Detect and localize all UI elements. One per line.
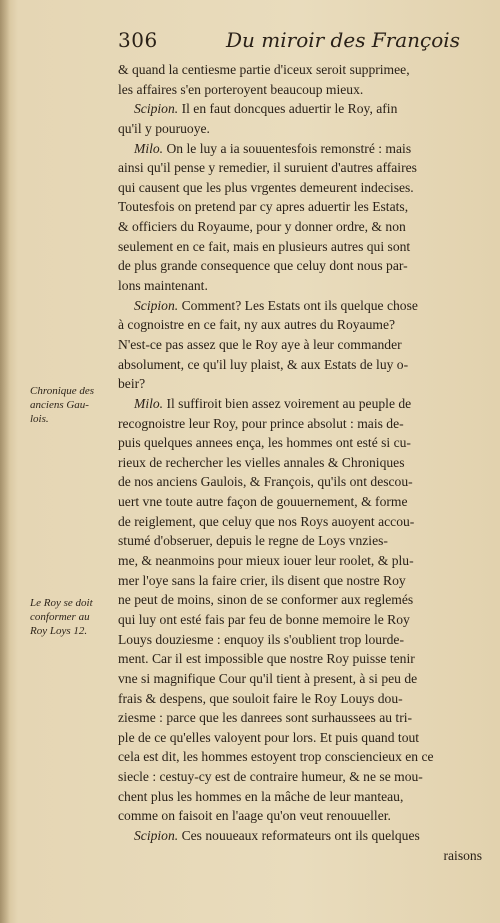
line-text: mer l'oye sans la faire crier, ils disent que nostre Roy xyxy=(118,572,406,588)
text-line xyxy=(118,60,486,80)
text-line xyxy=(118,119,486,139)
text-line xyxy=(118,374,486,394)
line-text: puis quelques annees ença, les hommes ont esté si cu- xyxy=(118,435,411,451)
text-line xyxy=(118,767,486,787)
line-text: raisons xyxy=(443,847,482,863)
text-line xyxy=(118,394,486,414)
line-text: Toutesfois on pretend par cy apres aduertir les Estats, xyxy=(118,199,409,215)
text-line xyxy=(118,99,486,119)
line-text: comme on faisoit en l'aage qu'on veut renouueller. xyxy=(118,808,391,824)
text-line xyxy=(118,453,486,473)
margin-note-line: anciens Gau- xyxy=(30,399,89,411)
line-text: les affaires s'en porteroyent beaucoup mieux. xyxy=(118,81,364,97)
line-text: me, & neanmoins pour mieux iouer leur roolet, & plu- xyxy=(118,553,414,569)
line-text: cela est dit, les hommes estoyent trop consciencieux en ce xyxy=(118,749,434,765)
margin-note-chronique xyxy=(30,384,114,426)
text-line xyxy=(118,728,486,748)
line-text: Ces nouueaux reformateurs ont ils quelques xyxy=(178,827,420,843)
text-line xyxy=(118,512,486,532)
line-text: siecle : cestuy-cy est de contraire humeur, & ne se mou- xyxy=(118,769,423,785)
line-text: de nos anciens Gaulois, & François, qu'ils ont descou- xyxy=(118,474,413,490)
line-text: ainsi qu'il pense y remedier, il suruient d'autres affaires xyxy=(118,160,417,176)
margin-note-line: lois. xyxy=(30,413,49,425)
line-text: absolument, ce qu'il luy plaist, & aux Estats de luy o- xyxy=(118,356,409,372)
text-line xyxy=(118,197,486,217)
line-text: qu'il y pouruoye. xyxy=(118,120,210,136)
line-text: lons maintenant. xyxy=(118,278,208,294)
line-text: qui causent que les plus vrgentes demeurent indecises. xyxy=(118,179,414,195)
text-line xyxy=(118,433,486,453)
line-text: On le luy a ia souuentesfois remonstré : mais xyxy=(163,140,412,156)
line-text: ment. Car il est impossible que nostre Roy puisse tenir xyxy=(118,651,415,667)
text-line xyxy=(118,296,486,316)
text-line xyxy=(118,846,486,866)
text-line xyxy=(118,787,486,807)
margin-note-line: Chronique des xyxy=(30,385,95,397)
text-line xyxy=(118,571,486,591)
text-line xyxy=(118,315,486,335)
margin-note-line: Le Roy se doit xyxy=(30,597,93,609)
line-text: Il en faut doncques aduertir le Roy, afin xyxy=(178,101,398,117)
text-line xyxy=(118,414,486,434)
speaker-name: Scipion. xyxy=(134,101,179,117)
line-text: recognoistre leur Roy, pour prince absolut : mais de- xyxy=(118,415,404,431)
page-number: 306 xyxy=(118,28,158,52)
text-line xyxy=(118,630,486,650)
margin-note-line: conformer au xyxy=(30,611,90,623)
line-text: ne peut de moins, sinon de se conformer aux reglemés xyxy=(118,592,414,608)
text-line xyxy=(118,826,486,846)
text-line xyxy=(118,335,486,355)
body-text xyxy=(118,60,486,865)
line-text: ple de ce qu'elles valoyent pour lors. Et puis quand tout xyxy=(118,729,420,745)
line-text: ziesme : parce que les danrees sont surhaussees au tri- xyxy=(118,710,413,726)
line-text: rieux de rechercher les vielles annales & Chroniques xyxy=(118,454,405,470)
text-line xyxy=(118,256,486,276)
text-line xyxy=(118,355,486,375)
margin-note-line: Roy Loys 12. xyxy=(30,625,88,637)
text-line xyxy=(118,649,486,669)
text-line xyxy=(118,237,486,257)
text-line xyxy=(118,80,486,100)
text-line xyxy=(118,276,486,296)
line-text: stumé d'obseruer, depuis le regne de Loys vnzies- xyxy=(118,533,388,549)
line-text: uert vne toute autre façon de gouuernement, & forme xyxy=(118,494,408,510)
line-text: & quand la centiesme partie d'iceux seroit supprimee, xyxy=(118,62,410,77)
speaker-name: Scipion. xyxy=(134,297,179,313)
line-text: seulement en ce fait, mais en plusieurs autres qui sont xyxy=(118,238,411,254)
spine-shadow xyxy=(0,0,10,923)
line-text: qui luy ont esté fais par feu de bonne memoire le Roy xyxy=(118,611,410,627)
line-text: Il suffiroit bien assez voirement au peuple de xyxy=(163,395,412,411)
page-header xyxy=(118,28,478,58)
speaker-name: Milo. xyxy=(134,395,164,411)
text-line xyxy=(118,610,486,630)
text-line xyxy=(118,531,486,551)
text-line xyxy=(118,217,486,237)
text-line xyxy=(118,551,486,571)
line-text: Louys douziesme : enquoy ils s'oublient trop lourde- xyxy=(118,631,404,647)
text-line xyxy=(118,708,486,728)
running-head: Du miroir des François xyxy=(226,28,460,52)
line-text: N'est-ce pas assez que le Roy aye à leur commander xyxy=(118,336,402,352)
text-line xyxy=(118,178,486,198)
text-line xyxy=(118,472,486,492)
text-line xyxy=(118,492,486,512)
text-line xyxy=(118,590,486,610)
line-text: de plus grande consequence que celuy dont nous par- xyxy=(118,258,408,274)
line-text: beir? xyxy=(118,376,146,392)
line-text: vne si magnifique Cour qu'il tient à present, à si peu de xyxy=(118,670,418,686)
speaker-name: Milo. xyxy=(134,140,164,156)
line-text: à cognoistre en ce fait, ny aux autres du Royaume? xyxy=(118,317,396,333)
text-line xyxy=(118,158,486,178)
text-line xyxy=(118,669,486,689)
line-text: & officiers du Royaume, pour y donner ordre, & non xyxy=(118,219,406,235)
line-text: de reiglement, que celuy que nos Roys auoyent accou- xyxy=(118,513,415,529)
text-line xyxy=(118,747,486,767)
speaker-name: Scipion. xyxy=(134,827,179,843)
margin-note-roy xyxy=(30,596,114,638)
text-line xyxy=(118,139,486,159)
line-text: frais & despens, que souloit faire le Roy Louys dou- xyxy=(118,690,403,706)
text-line xyxy=(118,806,486,826)
text-line xyxy=(118,689,486,709)
line-text: chent plus les hommes en la mâche de leur manteau, xyxy=(118,788,404,804)
line-text: Comment? Les Estats ont ils quelque chose xyxy=(178,297,418,313)
